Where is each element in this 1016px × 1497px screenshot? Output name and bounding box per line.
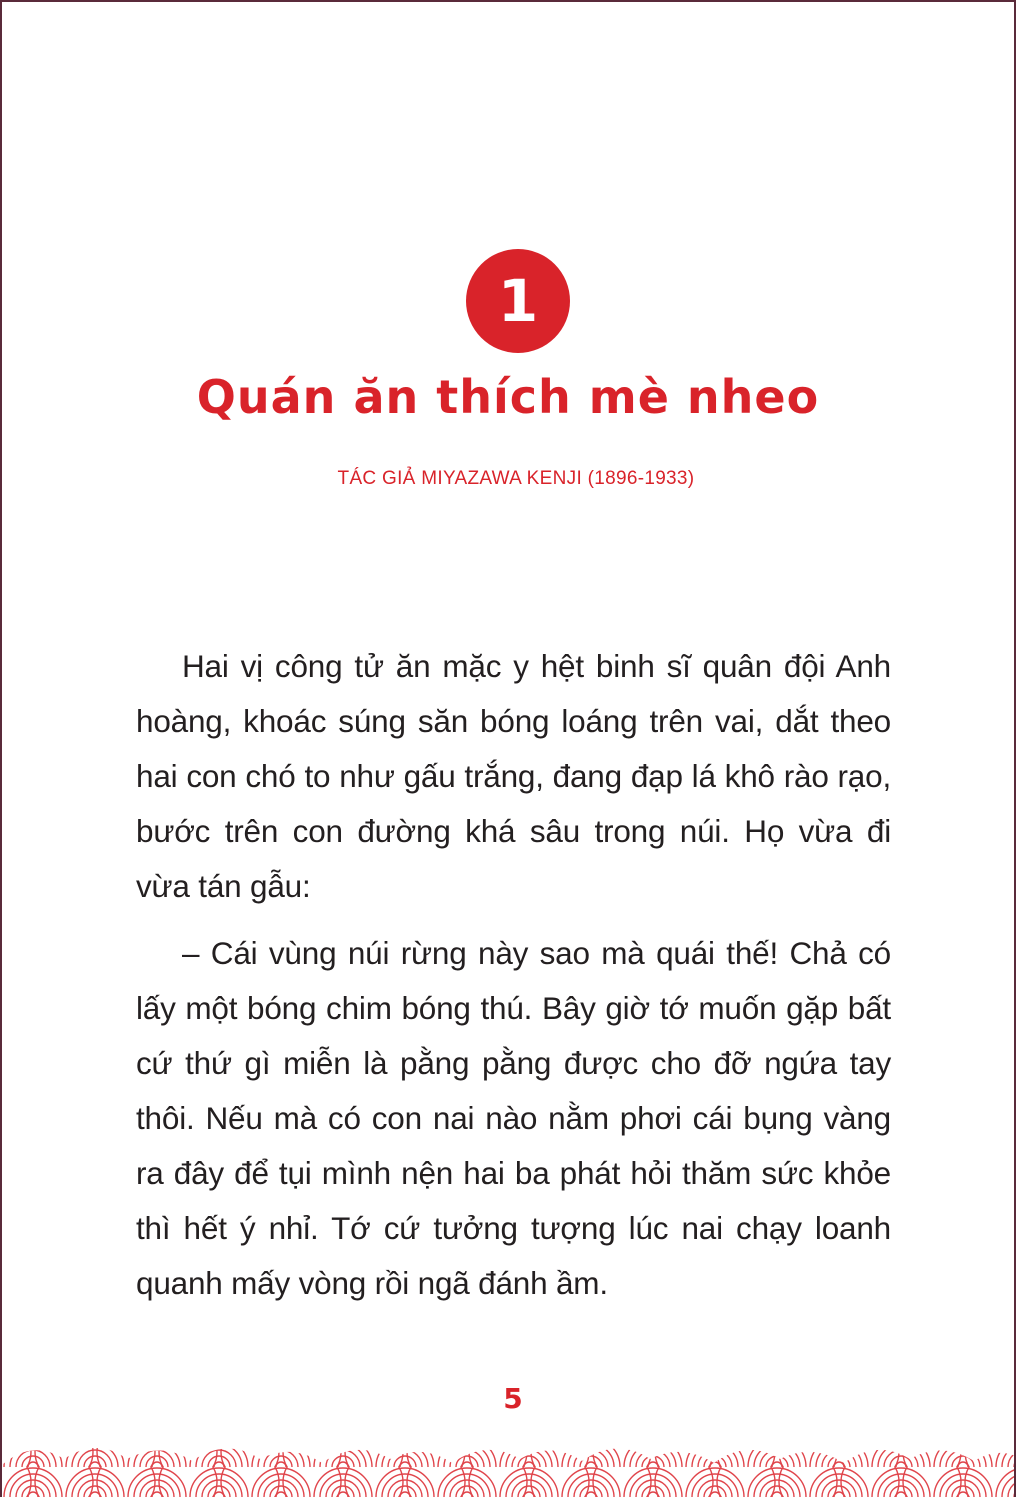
wave-pattern-decoration [2, 1437, 1016, 1497]
chapter-number: 1 [497, 267, 539, 335]
paragraph: – Cái vùng núi rừng này sao mà quái thế! Chả có lấy một bóng chim bóng thú. Bây giờ tớ muốn gặp bất cứ thứ gì miễn là pằng pằng được cho đỡ ngứa tay thôi. Nếu mà có con nai nào nằm phơi cái bụng vàng ra đây để tụi mình nện hai ba phát hỏi thăm sức khỏe thì hết ý nhỉ. Tớ cứ tưởng tượng lúc nai chạy loanh quanh mấy vòng rồi ngã đánh ầm. [136, 935, 891, 1301]
chapter-number-badge [466, 249, 570, 353]
chapter-title: Quán ăn thích mè nheo [196, 370, 820, 424]
author-line: TÁC GIẢ MIYAZAWA KENJI (1896-1933) [337, 468, 695, 489]
story-body [136, 639, 891, 1311]
paragraph: Hai vị công tử ăn mặc y hệt binh sĩ quân đội Anh hoàng, khoác súng săn bóng loáng trên vai, dắt theo hai con chó to như gấu trắng, đang đạp lá khô rào rạo, bước trên con đường khá sâu trong núi. Họ vừa đi vừa tán gẫu: [136, 648, 891, 904]
page-number: 5 [503, 1382, 523, 1415]
